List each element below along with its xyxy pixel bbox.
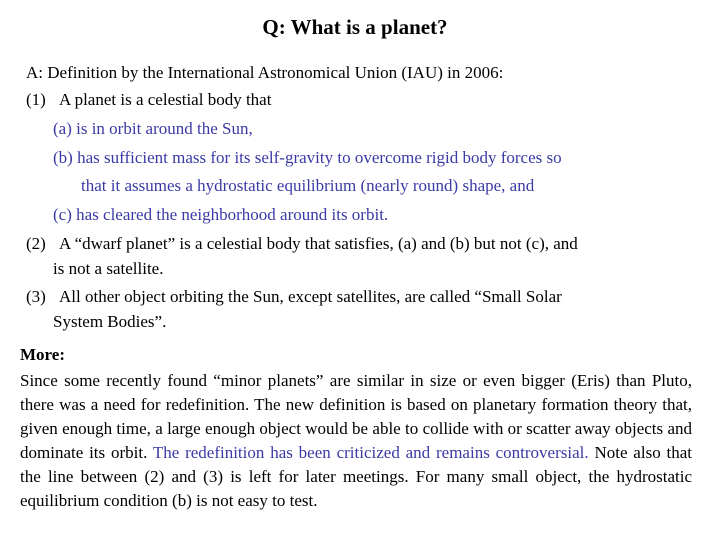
item-1b-line1: (b) has sufficient mass for its self-gravity to overcome rigid body forces so [53,148,562,167]
item-3-line1 [26,286,562,308]
answer-lead-text: Definition by the International Astronomical Union (IAU) in 2006: [43,63,504,82]
item-1a: (a) is in orbit around the Sun, [53,119,253,138]
more-text-1: Since some recently found “minor planets” are similar in size or even bigger (Eris) than Pluto, there was a need for redefinition. The new definition is based on planetary formation theory that, given enough time, a large enough object would be able to collide with or scatter away objects and dominate its orbit. [20,371,692,462]
slide-title: Q: What is a planet? [262,15,448,39]
answer-label: A: [26,63,43,82]
item-2-line2: is not a satellite. [53,259,164,278]
item-3-line2: System Bodies”. [53,312,167,331]
item-1b-line2: that it assumes a hydrostatic equilibrium (nearly round) shape, and [81,176,535,195]
item-1c: (c) has cleared the neighborhood around its orbit. [53,205,389,224]
more-label: More: [20,345,65,364]
item-2-number: (2) [26,234,46,253]
more-text-2: Note also that the line between (2) and (3) is left for later meetings. For many small object, the hydrostatic equilibrium condition (b) is not easy to test. [20,443,692,510]
item-1-number: (1) [26,90,46,109]
more-text-highlight: The redefinition has been criticized and remains controversial. [152,443,589,462]
item-3-text: All other object orbiting the Sun, except satellites, are called “Small Solar [59,287,562,306]
item-1-text: A planet is a celestial body that [59,90,272,109]
answer-lead [26,62,503,84]
item-2-line1 [26,233,578,255]
item-2-text: A “dwarf planet” is a celestial body that satisfies, (a) and (b) but not (c), and [59,234,578,253]
item-3-number: (3) [26,287,46,306]
more-paragraph [20,369,692,513]
item-1 [26,89,271,111]
